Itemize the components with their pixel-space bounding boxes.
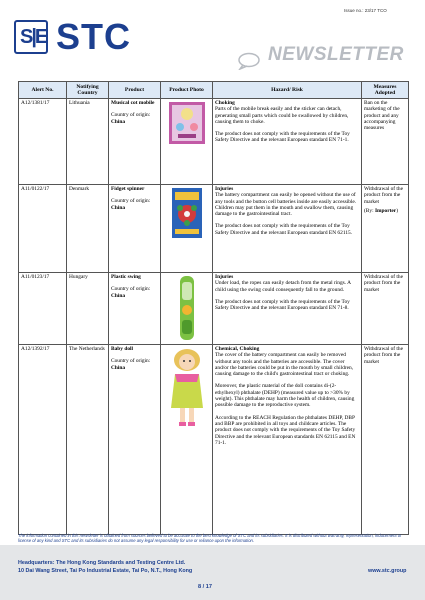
hazard-cell [213, 99, 362, 185]
hazard-title: Injuries [215, 274, 234, 280]
product-name: Baby doll [111, 346, 134, 352]
product-name: Plastic swing [111, 274, 141, 280]
hazard-title: Choking [215, 100, 235, 106]
origin-country: China [111, 292, 126, 299]
col-header-country: Notifying Country [67, 82, 109, 99]
origin-label: Country of origin: [111, 358, 151, 365]
stc-logo-icon [14, 20, 48, 54]
hazard-cell [213, 273, 362, 345]
website-link[interactable]: www.stc.group [368, 568, 407, 574]
headquarters-address: 10 Dai Wang Street, Tai Po Industrial Estate, Tai Po, N.T., Hong Kong [18, 568, 193, 574]
origin-label: Country of origin: [111, 198, 151, 205]
product-photo-cell [161, 273, 213, 345]
col-header-product: Product [109, 82, 161, 99]
hazard-title: Chemical, Choking [215, 346, 260, 352]
product-photo-cell [161, 345, 213, 535]
measures-by-close: ) [396, 207, 398, 214]
table-row [19, 99, 409, 185]
measures-adopted: Withdrawal of the product from the market [364, 186, 404, 205]
hazard-compliance: The product does not comply with the requirements of the Toy Safety Directive and the relevant European standard EN 62115. [215, 223, 353, 236]
alert-number: A11/0123/17 [19, 273, 67, 345]
alerts-table [18, 81, 409, 535]
measures-adopted: Withdrawal of the product from the market [362, 273, 409, 345]
product-photo-cell [161, 185, 213, 273]
hazard-description: The cover of the battery compartment can easily be removed without any tools and the batteries are accessible. The cover and/or the batteries could be put in the mouth by small children, causing damage to the child's gastrointestinal tract or choking. [215, 352, 354, 378]
hazard-cell [213, 345, 362, 535]
hazard-description: Under load, the ropes can easily detach from the metal rings. A child using the swing could consequently fall to the ground. [215, 280, 351, 293]
headquarters-name: Headquarters: The Hong Kong Standards and Testing Centre Ltd. [18, 560, 186, 566]
origin-country: China [111, 118, 126, 125]
speech-bubble-icon [238, 52, 262, 70]
disclaimer: The information contained in this newsletter is obtained from sources believed to be accurate to the best knowledge of STC and its subsidiaries. It is distributed without warranty, representation, inducement or license of any kind and STC and its subsidiaries do not assume any legal responsibility for use or reliance upon the information. [18, 533, 402, 543]
alert-number: A12/1381/17 [19, 99, 67, 185]
col-header-measures: Measures Adopted [362, 82, 409, 99]
table-header-row [19, 82, 409, 99]
measures-cell [362, 185, 409, 273]
alert-number: A12/1392/17 [19, 345, 67, 535]
hazard-compliance: The product does not comply with the requirements of the Toy Safety Directive and the relevant European standard EN 71-8. [215, 298, 350, 312]
notifying-country: Lithuania [67, 99, 109, 185]
hazard-cell [213, 185, 362, 273]
notifying-country: Hungary [67, 273, 109, 345]
product-name: Musical cot mobile [111, 100, 155, 106]
hazard-compliance: According to the REACH Regulation the phthalates DEHP, DBP and BBP are prohibited in all toys and childcare articles. The product does not comply with the requirements of the Toy Safety Directive and the relevant European standards EN 62115 and EN 71-1. [215, 414, 356, 446]
origin-label: Country of origin: [111, 112, 151, 119]
col-header-hazard: Hazard/ Risk [213, 82, 362, 99]
measures-by-importer: Importer [374, 207, 397, 214]
hazard-compliance: The product does not comply with the requirements of the Toy Safety Directive and the relevant European standard EN 71-1. [215, 131, 350, 144]
hazard-description: Parts of the mobile break easily and the sticker can detach, generating small parts which could be swallowed by children, causing them to choke. [215, 106, 349, 125]
product-photo-plastic-swing [176, 276, 198, 340]
product-cell [109, 273, 161, 345]
origin-label: Country of origin: [111, 286, 151, 293]
newsletter-title: NEWSLETTER [268, 44, 404, 65]
product-photo-cot-mobile [169, 102, 205, 144]
col-header-alert: Alert No. [19, 82, 67, 99]
issue-number: Issue no.: 23/17 TCO [344, 8, 387, 13]
hazard-description: The battery compartment can easily be opened without the use of any tools and the button cell batteries inside are easily accessible. Children may put them in the mouth and swallow them, causing damage to the gastrointestinal tract. [215, 192, 357, 218]
table-row [19, 345, 409, 535]
product-photo-fidget-spinner [172, 188, 202, 238]
product-photo-cell [161, 99, 213, 185]
measures-adopted: Withdrawal of the product from the market [362, 345, 409, 535]
hazard-chemical-detail: Moreover, the plastic material of the doll contains di-(2-ethylhexyl) phthalate (DEHP) (measured value up to >30% by weight). This phthalate may harm the health of children, causing possible damage to the reproductive system. [215, 383, 355, 409]
page-number: 8 / 17 [198, 584, 212, 590]
product-cell [109, 345, 161, 535]
logo-mark: S|E [20, 26, 47, 48]
product-cell [109, 99, 161, 185]
logo-wordmark: STC [56, 16, 131, 57]
measures-adopted: Ban on the marketing of the product and any accompanying measures [362, 99, 409, 185]
product-cell [109, 185, 161, 273]
origin-country: China [111, 364, 126, 371]
product-name: Fidget spinner [111, 186, 145, 192]
notifying-country: The Netherlands [67, 345, 109, 535]
origin-country: China [111, 204, 126, 211]
alert-number: A11/0122/17 [19, 185, 67, 273]
notifying-country: Denmark [67, 185, 109, 273]
measures-by-open: (By: [364, 207, 375, 214]
stc-logo [14, 16, 164, 58]
product-photo-baby-doll [167, 348, 207, 428]
table-row [19, 185, 409, 273]
table-row [19, 273, 409, 345]
hazard-title: Injuries [215, 186, 234, 192]
col-header-photo: Product Photo [161, 82, 213, 99]
